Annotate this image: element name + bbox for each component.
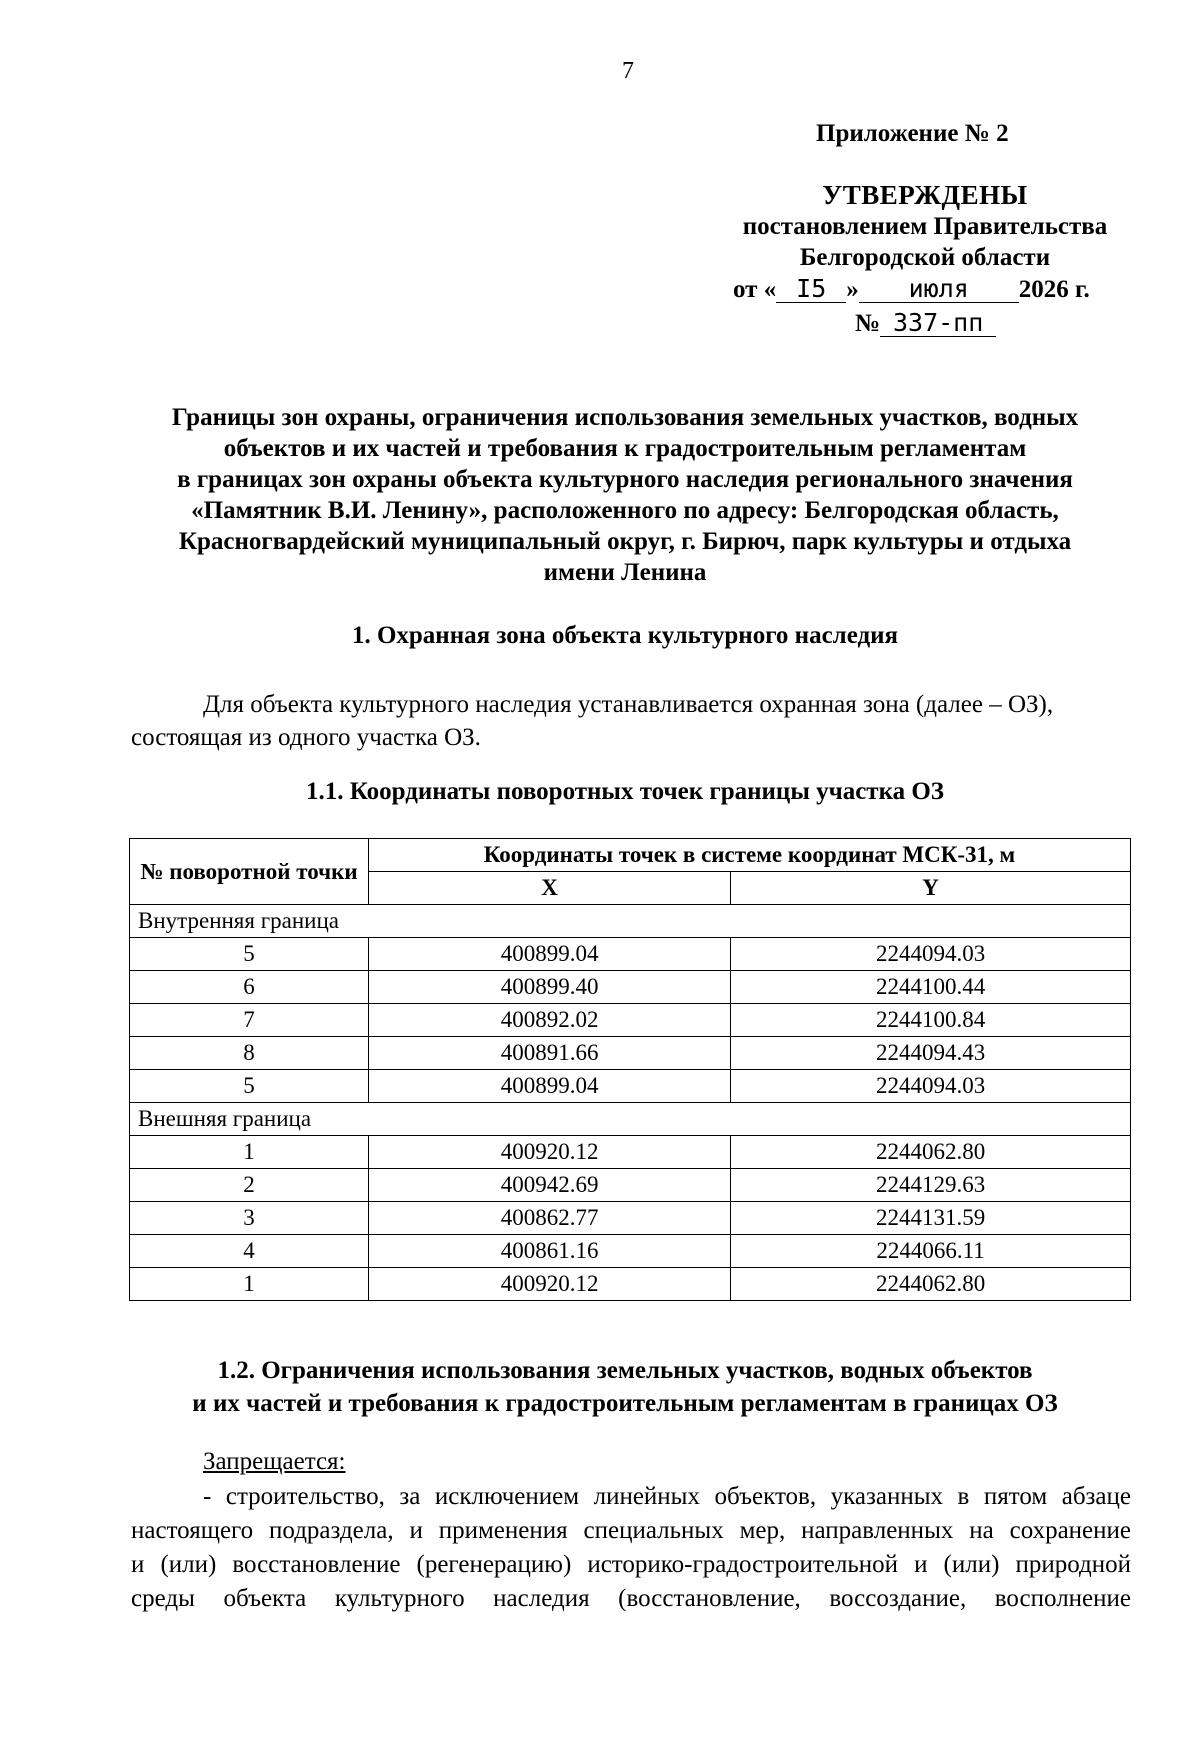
point-cell: 8 [130, 1037, 369, 1070]
main-title-line: Границы зон охраны, ограничения использования земельных участков, водных [171, 404, 1079, 431]
coordinates-table [129, 838, 1131, 1301]
point-cell: 6 [130, 971, 369, 1004]
body-line: настоящего подраздела, и применения специальных мер, направленных на сохранение [131, 1517, 1131, 1544]
outer-boundary-label: Внешняя граница [130, 1103, 1131, 1136]
table-row [130, 1202, 1131, 1235]
approval-date [733, 276, 1090, 304]
main-title-line: в границах зон охраны объекта культурного наследия регионального значения [177, 466, 1073, 493]
x-cell: 400861.16 [369, 1235, 731, 1268]
point-cell: 4 [130, 1235, 369, 1268]
section-1-heading: 1. Охранная зона объекта культурного наследия [351, 622, 899, 649]
prohibited-label: Запрещается: [203, 1448, 346, 1475]
paragraph-line: Для объекта культурного наследия устанавливается охранная зона (далее – ОЗ), [203, 691, 1054, 718]
y-cell: 2244100.84 [731, 1004, 1131, 1037]
y-cell: 2244100.44 [731, 971, 1131, 1004]
body-line: и (или) восстановление (регенерацию) историко-градостроительной и (или) природной [131, 1551, 1131, 1578]
x-cell: 400920.12 [369, 1268, 731, 1301]
table-row [130, 938, 1131, 971]
point-cell: 2 [130, 1169, 369, 1202]
table-row [130, 1037, 1131, 1070]
section-1-1-heading: 1.1. Координаты поворотных точек границы участка ОЗ [306, 778, 944, 805]
approval-line-1: постановлением Правительства [742, 213, 1108, 240]
y-cell: 2244094.03 [731, 938, 1131, 971]
x-cell: 400899.04 [369, 938, 731, 971]
table-row [130, 971, 1131, 1004]
x-cell: 400899.40 [369, 971, 731, 1004]
col-header-coords: Координаты точек в системе координат МСК-31, м [369, 839, 1131, 872]
inner-boundary-label: Внутренняя граница [130, 905, 1131, 938]
section-1-2-body [131, 1480, 1131, 1616]
x-cell: 400892.02 [369, 1004, 731, 1037]
table-row [130, 1136, 1131, 1169]
number-prefix: № [855, 310, 881, 337]
main-title [110, 402, 1140, 588]
table-row [130, 1070, 1131, 1103]
x-cell: 400920.12 [369, 1136, 731, 1169]
paragraph-line: состоящая из одного участка ОЗ. [131, 724, 481, 751]
approval-number [855, 310, 996, 338]
x-cell: 400862.77 [369, 1202, 731, 1235]
y-cell: 2244129.63 [731, 1169, 1131, 1202]
main-title-line: Красногвардейский муниципальный округ, г. Бирюч, парк культуры и отдыха [178, 528, 1072, 555]
date-day: I5 [776, 276, 846, 303]
main-title-line: «Памятник В.И. Ленину», расположенного по адресу: Белгородская область, [191, 497, 1059, 524]
y-cell: 2244062.80 [731, 1268, 1131, 1301]
page-number: 7 [622, 58, 634, 84]
y-cell: 2244062.80 [731, 1136, 1131, 1169]
col-header-y: Y [731, 872, 1131, 905]
section-1-paragraph [131, 688, 1131, 754]
y-cell: 2244094.03 [731, 1070, 1131, 1103]
col-header-point: № поворотной точки [130, 839, 369, 905]
table-row [130, 1169, 1131, 1202]
point-cell: 1 [130, 1136, 369, 1169]
table-row [130, 1004, 1131, 1037]
main-title-line: объектов и их частей и требования к градостроительным регламентам [223, 435, 1027, 462]
body-line: среды объекта культурного наследия (восстановление, воссоздание, восполнение [131, 1585, 1131, 1612]
heading-line: и их частей и требования к градостроительным регламентам в границах ОЗ [192, 1390, 1058, 1417]
heading-line: 1.2. Ограничения использования земельных участков, водных объектов [217, 1357, 1033, 1384]
number-value: 337-пп [880, 310, 996, 337]
point-cell: 1 [130, 1268, 369, 1301]
x-cell: 400891.66 [369, 1037, 731, 1070]
section-1-2-heading [110, 1354, 1140, 1420]
date-year: 2026 г. [1018, 276, 1090, 303]
y-cell: 2244066.11 [731, 1235, 1131, 1268]
point-cell: 3 [130, 1202, 369, 1235]
col-header-x: X [369, 872, 731, 905]
table-row [130, 1268, 1131, 1301]
x-cell: 400942.69 [369, 1169, 731, 1202]
approval-line-2: Белгородской области [799, 244, 1051, 271]
approval-title: УТВЕРЖДЕНЫ [822, 180, 1028, 210]
body-line: - строительство, за исключением линейных объектов, указанных в пятом абзаце [203, 1483, 1131, 1510]
point-cell: 5 [130, 1070, 369, 1103]
table-row [130, 1235, 1131, 1268]
point-cell: 7 [130, 1004, 369, 1037]
date-mid: » [846, 276, 859, 303]
y-cell: 2244094.43 [731, 1037, 1131, 1070]
appendix-label: Приложение № 2 [816, 120, 1009, 147]
point-cell: 5 [130, 938, 369, 971]
x-cell: 400899.04 [369, 1070, 731, 1103]
date-month: июля [859, 276, 1019, 303]
date-prefix: от « [733, 276, 777, 303]
y-cell: 2244131.59 [731, 1202, 1131, 1235]
approval-block [720, 180, 1130, 273]
main-title-line: имени Ленина [543, 559, 707, 586]
